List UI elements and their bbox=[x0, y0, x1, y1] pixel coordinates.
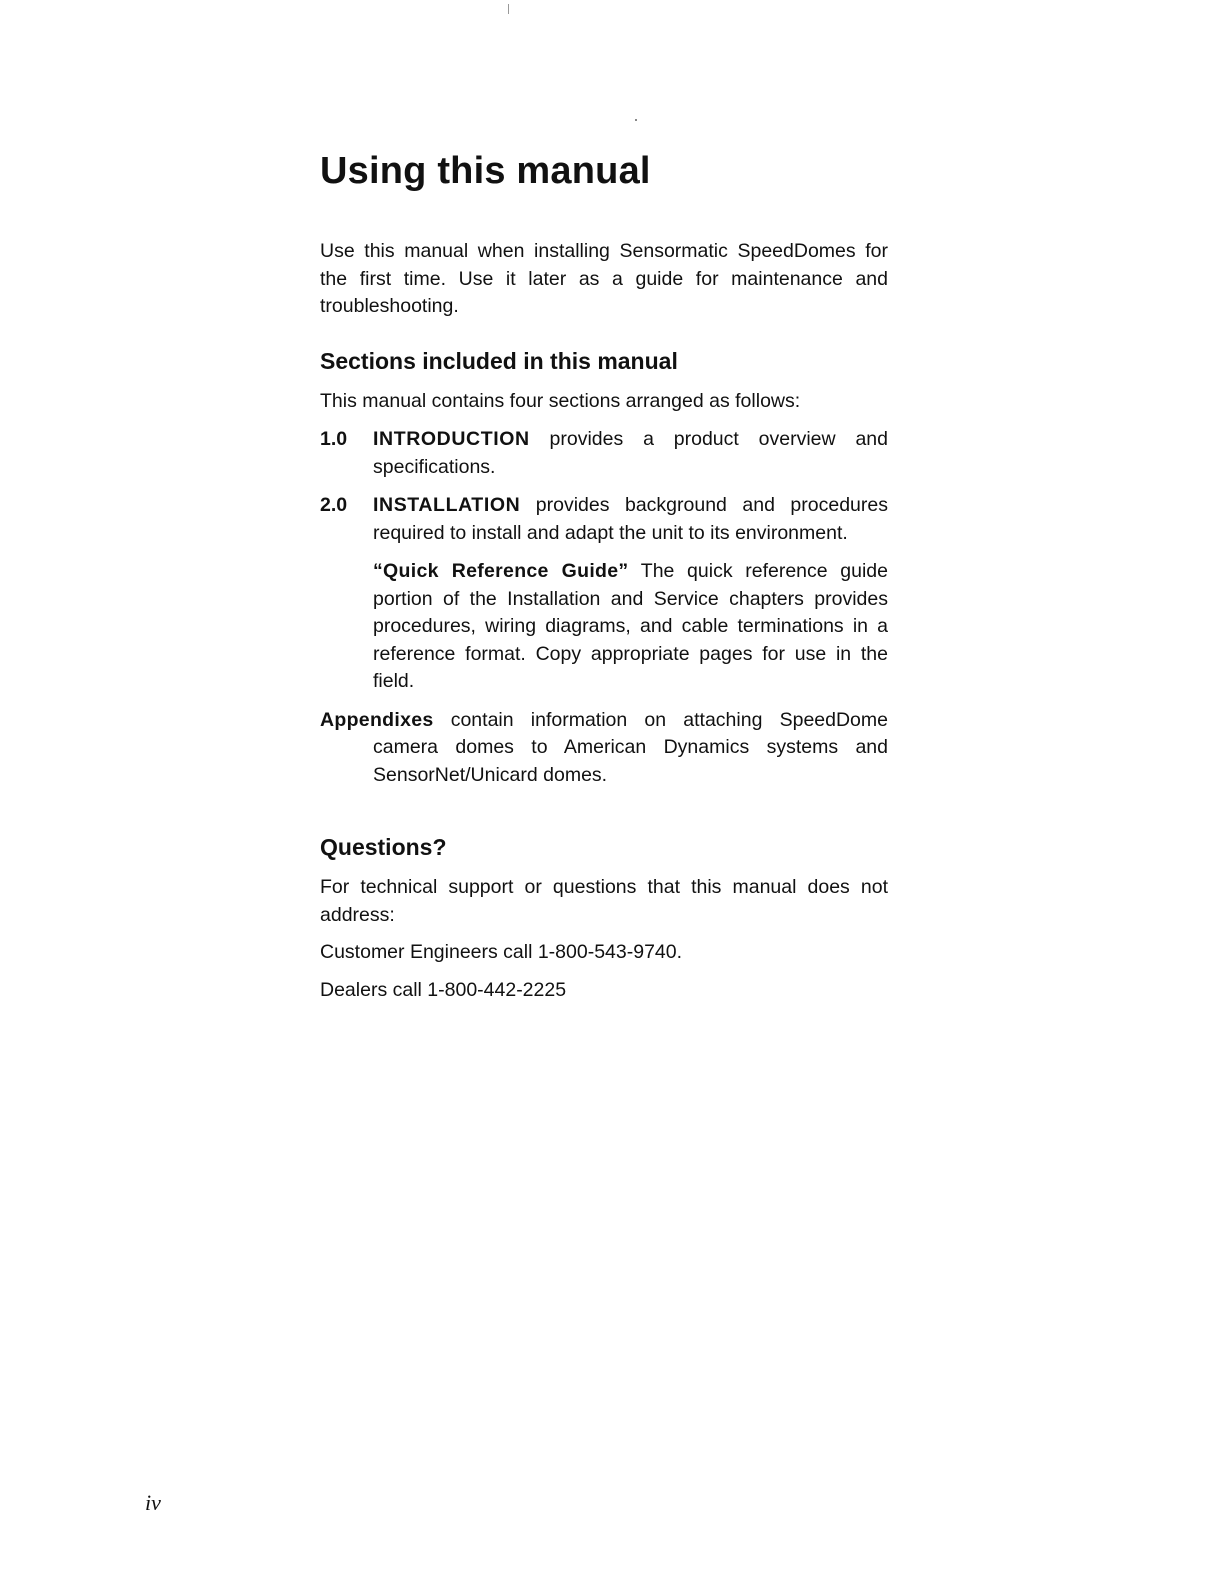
section-number: 2.0 bbox=[320, 494, 348, 516]
section-item-introduction bbox=[320, 426, 888, 481]
scan-artifact bbox=[508, 4, 509, 14]
sections-lead: This manual contains four sections arranged as follows: bbox=[320, 389, 801, 412]
scan-artifact-dot bbox=[635, 119, 637, 121]
appendixes-item bbox=[320, 707, 888, 790]
quick-reference-name: “Quick Reference Guide” bbox=[373, 560, 629, 582]
section-name: INTRODUCTION bbox=[373, 428, 530, 450]
dealers-phone: Dealers call 1-800-442-2225 bbox=[320, 978, 567, 1001]
appendixes-name: Appendixes bbox=[320, 708, 434, 731]
sections-heading: Sections included in this manual bbox=[320, 347, 678, 374]
section-description: provides a product overview and specifications. bbox=[373, 428, 888, 478]
intro-paragraph: Use this manual when installing Sensormatic SpeedDomes for the first time. Use it later as a guide for maintenance and troubleshooting. bbox=[320, 240, 888, 317]
quick-reference-guide-note bbox=[320, 558, 888, 696]
quick-reference-description: The quick reference guide portion of the Installation and Service chapters provides procedures, wiring diagrams, and cable terminations in a reference format. Copy appropriate pages for use in the field. bbox=[373, 560, 888, 692]
appendixes-description: contain information on attaching SpeedDome camera domes to American Dynamics systems and SensorNet/Unicard domes. bbox=[373, 708, 888, 786]
customer-engineers-phone: Customer Engineers call 1-800-543-9740. bbox=[320, 941, 683, 963]
section-item-installation bbox=[320, 492, 888, 547]
questions-heading: Questions? bbox=[320, 834, 447, 860]
page-content bbox=[320, 140, 888, 1004]
section-description: provides background and procedures required to install and adapt the unit to its environment. bbox=[373, 494, 888, 544]
section-number: 1.0 bbox=[320, 428, 348, 450]
section-name: INSTALLATION bbox=[373, 494, 521, 516]
page-number: iv bbox=[145, 1490, 161, 1515]
page-title: Using this manual bbox=[320, 150, 651, 192]
questions-lead: For technical support or questions that this manual does not address: bbox=[320, 876, 888, 926]
